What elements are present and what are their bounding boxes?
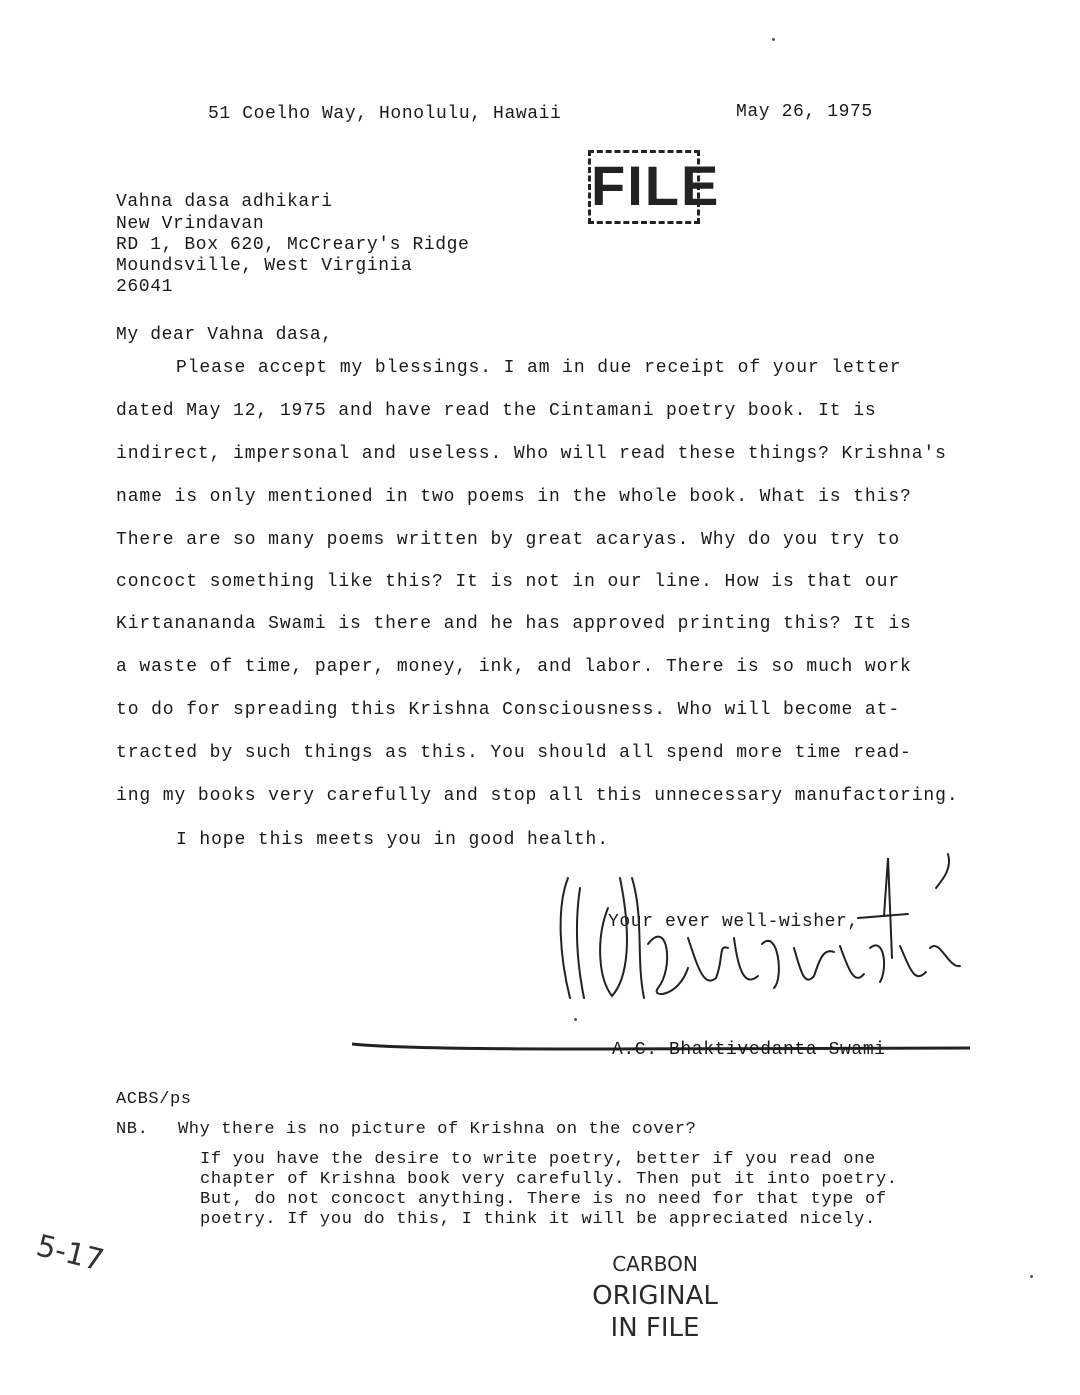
body-line: concoct something like this? It is not in our line. How is that our xyxy=(116,572,901,592)
body-line: dated May 12, 1975 and have read the Cintamani poetry book. It is xyxy=(116,401,877,421)
body-line: Kirtanananda Swami is there and he has approved printing this? It is xyxy=(116,614,912,634)
corner-mark: 5-17 xyxy=(32,1228,108,1279)
recipient-line: RD 1, Box 620, McCreary's Ridge xyxy=(116,235,470,255)
body-line: tracted by such things as this. You should all spend more time read- xyxy=(116,743,912,763)
reference-initials: ACBS/ps xyxy=(116,1090,192,1109)
recipient-line: Moundsville, West Virginia xyxy=(116,256,413,276)
stamp-line: ORIGINAL xyxy=(592,1281,718,1311)
file-stamp: FILE xyxy=(588,150,700,224)
body-line: There are so many poems written by great acaryas. Why do you try to xyxy=(116,530,901,550)
ps-line: poetry. If you do this, I think it will be appreciated nicely. xyxy=(200,1210,876,1229)
body-line: name is only mentioned in two poems in the whole book. What is this? xyxy=(116,487,912,507)
body-line: Please accept my blessings. I am in due receipt of your letter xyxy=(176,358,902,378)
stamp-line: CARBON xyxy=(612,1252,698,1276)
closing-line: I hope this meets you in good health. xyxy=(176,830,609,850)
ps-line: But, do not concoct anything. There is no need for that type of xyxy=(200,1190,887,1209)
ps-line: If you have the desire to write poetry, better if you read one xyxy=(200,1150,876,1169)
body-line: indirect, impersonal and useless. Who will read these things? Krishna's xyxy=(116,444,947,464)
body-line: ing my books very carefully and stop all this unnecessary manufactoring. xyxy=(116,786,959,806)
valediction: Your ever well-wisher, xyxy=(608,912,859,932)
recipient-line: 26041 xyxy=(116,277,174,297)
scan-speck xyxy=(772,38,775,41)
ps-line: chapter of Krishna book very carefully. Then put it into poetry. xyxy=(200,1170,898,1189)
handwritten-signature xyxy=(548,848,978,1008)
sender-address: 51 Coelho Way, Honolulu, Hawaii xyxy=(208,104,562,124)
scan-speck xyxy=(1030,1275,1033,1278)
signatory-name: A.C. Bhaktivedanta Swami xyxy=(612,1040,886,1060)
recipient-line: Vahna dasa adhikari xyxy=(116,192,333,212)
carbon-original-stamp xyxy=(570,1248,740,1344)
ps-question: Why there is no picture of Krishna on the cover? xyxy=(178,1120,697,1139)
scan-speck xyxy=(574,1018,577,1021)
stamp-line: IN FILE xyxy=(610,1313,700,1343)
body-line: to do for spreading this Krishna Consciousness. Who will become at- xyxy=(116,700,901,720)
body-line: a waste of time, paper, money, ink, and labor. There is so much work xyxy=(116,657,912,677)
recipient-line: New Vrindavan xyxy=(116,214,265,234)
letter-date: May 26, 1975 xyxy=(736,102,873,122)
salutation: My dear Vahna dasa, xyxy=(116,325,333,345)
ps-label: NB. xyxy=(116,1120,149,1139)
